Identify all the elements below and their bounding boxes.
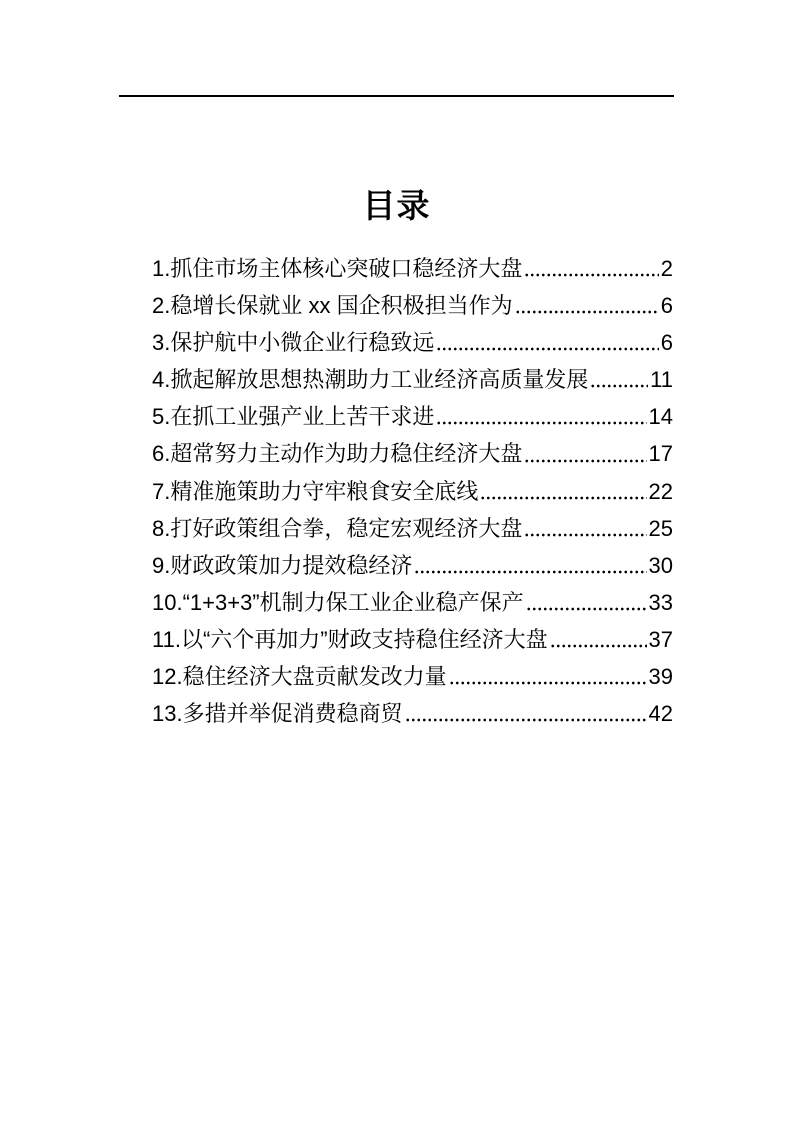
toc-entry-label: 11.以“六个再加力”财政支持稳住经济大盘 xyxy=(152,626,548,652)
toc-entry-page: 42 xyxy=(648,701,673,727)
toc-entry[interactable] xyxy=(152,287,673,324)
toc-entry-page: 6 xyxy=(660,330,673,356)
dot-leader xyxy=(436,421,646,425)
dot-leader xyxy=(526,607,647,611)
toc-entry[interactable] xyxy=(152,695,673,732)
toc-entry-page: 14 xyxy=(648,404,673,430)
toc-entry-page: 33 xyxy=(648,589,673,615)
dot-leader xyxy=(515,310,659,314)
toc-entry[interactable] xyxy=(152,547,673,584)
toc-entry[interactable] xyxy=(152,584,673,621)
toc-entry[interactable] xyxy=(152,658,673,695)
dot-leader xyxy=(550,644,647,648)
toc-entry-page: 39 xyxy=(648,664,673,690)
toc-entry-label: 13.多措并举促消费稳商贸 xyxy=(152,701,403,727)
dot-leader xyxy=(436,347,658,351)
toc-entry-page: 25 xyxy=(648,515,673,541)
dot-leader xyxy=(405,718,647,722)
dot-leader xyxy=(524,533,646,537)
toc-entry[interactable] xyxy=(152,361,673,398)
header-rule xyxy=(119,95,674,97)
toc-list xyxy=(152,250,673,732)
dot-leader xyxy=(524,459,646,463)
toc-entry-page: 11 xyxy=(650,367,673,393)
toc-entry-page: 37 xyxy=(648,626,673,652)
toc-entry-label: 3.保护航中小微企业行稳致远 xyxy=(152,330,435,356)
page-title: 目录 xyxy=(362,187,431,224)
toc-entry-page: 6 xyxy=(660,293,673,319)
toc-entry-label: 10.“1+3+3”机制力保工业企业稳产保产 xyxy=(152,589,524,615)
dot-leader xyxy=(414,570,646,574)
toc-entry[interactable] xyxy=(152,621,673,658)
toc-entry-label: 2.稳增长保就业 xx 国企积极担当作为 xyxy=(152,293,513,319)
toc-entry[interactable] xyxy=(152,510,673,547)
toc-entry-label: 4.掀起解放思想热潮助力工业经济高质量发展 xyxy=(152,367,589,393)
toc-entry[interactable] xyxy=(152,324,673,361)
toc-entry[interactable] xyxy=(152,250,673,287)
dot-leader xyxy=(524,273,658,277)
toc-entry-label: 9.财政政策加力提效稳经济 xyxy=(152,552,413,578)
toc-entry-label: 8.打好政策组合拳，稳定宏观经济大盘 xyxy=(152,515,523,541)
toc-entry[interactable] xyxy=(152,398,673,435)
toc-entry-page: 30 xyxy=(648,552,673,578)
toc-entry-label: 7.精准施策助力守牢粮食安全底线 xyxy=(152,478,479,504)
toc-entry-label: 5.在抓工业强产业上苦干求进 xyxy=(152,404,435,430)
toc-entry-page: 2 xyxy=(660,256,673,281)
toc-entry-label: 1.抓住市场主体核心突破口稳经济大盘 xyxy=(152,256,523,281)
toc-entry-page: 17 xyxy=(648,441,673,467)
toc-entry-label: 6.超常努力主动作为助力稳住经济大盘 xyxy=(152,441,523,467)
dot-leader xyxy=(590,384,648,388)
dot-leader xyxy=(480,496,646,500)
toc-entry-page: 22 xyxy=(648,478,673,504)
toc-entry-label: 12.稳住经济大盘贡献发改力量 xyxy=(152,664,447,690)
toc-entry[interactable] xyxy=(152,473,673,510)
toc-entry[interactable] xyxy=(152,435,673,472)
dot-leader xyxy=(449,681,647,685)
